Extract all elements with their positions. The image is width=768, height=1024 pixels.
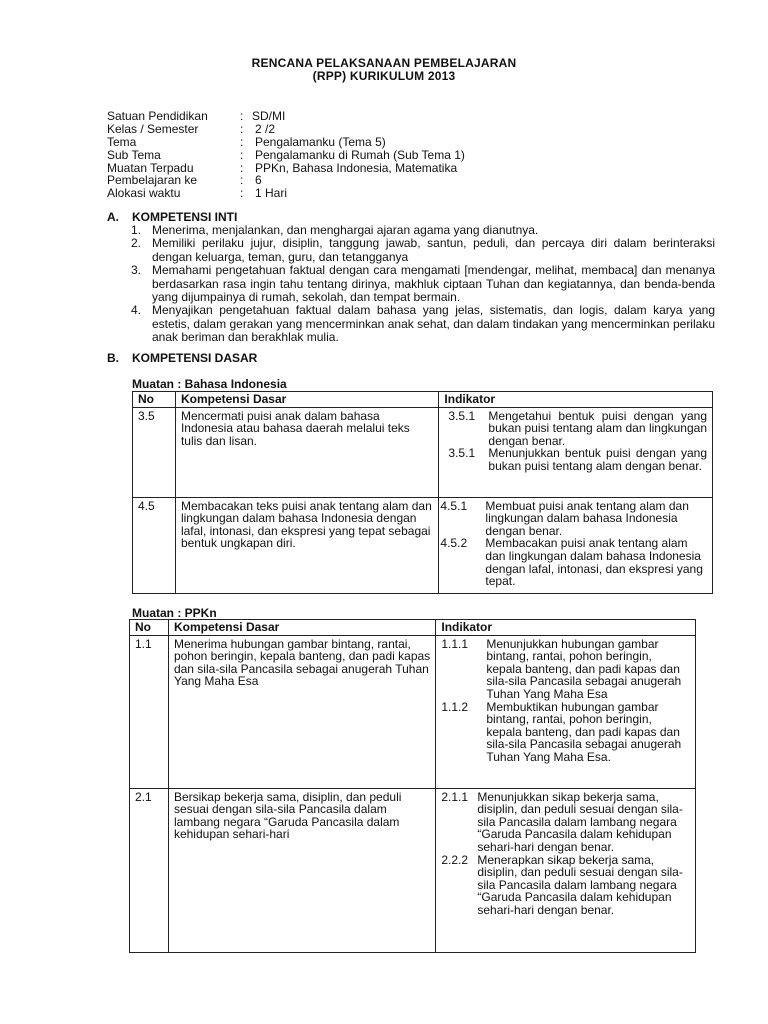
identity-row xyxy=(107,136,465,149)
identity-value: PPKn, Bahasa Indonesia, Matematika xyxy=(255,160,458,175)
table-row xyxy=(130,788,696,952)
section-b-letter: B. xyxy=(107,351,119,365)
identity-colon: : xyxy=(240,186,244,201)
table-row xyxy=(130,635,696,788)
cell-kd: Menerima hubungan gambar bintang, rantai, pohon beringin, kepala banteng, dan padi kapas dan sila-sila Pancasila sebagai anugerah Tuhan Yang Maha Esa xyxy=(168,635,435,788)
identity-label: Sub Tema xyxy=(107,147,161,162)
muatan-ppkn-title: Muatan : PPKn xyxy=(132,606,217,620)
indikator-item xyxy=(441,638,690,701)
indikator-item xyxy=(441,854,690,917)
indikator-item xyxy=(440,500,707,538)
identity-colon: : xyxy=(240,173,244,188)
identity-label: Pembelajaran ke xyxy=(107,173,198,188)
identity-value: Pengalamanku di Rumah (Sub Tema 1) xyxy=(255,147,465,162)
indikator-text: Mengetahui bentuk puisi dengan yang bukan puisi tentang alam dan lingkungan dengan benar. xyxy=(488,408,707,448)
indikator-number: 2.2.2 xyxy=(441,852,469,867)
bahasa-table xyxy=(132,391,713,594)
identity-value: 2 /2 xyxy=(255,121,276,136)
indikator-text: Membuktikan hubungan gambar bintang, rantai, pohon beringin, kepala banteng, dan padi kapas dan sila-sila Pancasila sebagai anugerah Tuhan Yang Maha Esa. xyxy=(486,699,682,764)
identity-colon: : xyxy=(240,134,244,149)
identity-value: 6 xyxy=(255,173,262,188)
identity-colon: : xyxy=(240,160,244,175)
indikator-text: Menunjukkan bentuk puisi dengan yang bukan puisi tentang alam dengan benar. xyxy=(488,446,707,473)
cell-kd: Mencermati puisi anak dalam bahasa Indonesia atau bahasa daerah melalui teks tulis dan lisan. xyxy=(175,407,438,497)
indikator-number: 4.5.2 xyxy=(440,536,468,551)
indikator-number: 3.5.1 xyxy=(448,408,476,423)
table-row xyxy=(133,407,713,497)
list-item xyxy=(131,224,715,237)
indikator-item xyxy=(448,447,707,472)
table-row xyxy=(133,497,713,593)
section-b-title: KOMPETENSI DASAR xyxy=(132,351,258,365)
ppkn-table xyxy=(129,619,696,953)
list-item-number: 3. xyxy=(131,263,142,278)
identity-label: Tema xyxy=(107,134,137,149)
list-item-number: 1. xyxy=(131,223,142,237)
header-no: No xyxy=(133,392,176,408)
indikator-text: Membacakan puisi anak tentang alam dan lingkungan dalam bahasa Indonesia dengan lafal, intonasi, dan ekspresi yang tepat. xyxy=(485,536,703,589)
identity-row xyxy=(107,149,465,162)
section-a-letter: A. xyxy=(107,210,119,224)
cell-kd: Bersikap bekerja sama, disiplin, dan peduli sesuai dengan sila-sila Pancasila dalam lambang negara “Garuda Pancasila dalam kehidupan sehari-hari xyxy=(168,788,435,952)
indikator-item xyxy=(440,537,707,587)
list-item xyxy=(131,237,715,264)
list-item-text: Memahami pengetahuan faktual dengan cara mengamati [mendengar, melihat, membaca] dan menanya berdasarkan rasa ingin tahu tentang dirinya, makhluk ciptaan Tuhan dan kegiatannya, dan benda-benda yang dijumpainya di rumah, sekolah, dan tempat bermain. xyxy=(152,263,715,305)
indikator-text: Menunjukkan sikap bekerja sama, disiplin, dan peduli sesuai dengan sila-sila Pancasila dalam lambang negara “Garuda Pancasila dalam kehidupan sehari-hari dengan benar. xyxy=(477,789,683,854)
identity-block xyxy=(107,110,465,200)
identity-colon: : xyxy=(240,109,244,123)
identity-label: Muatan Terpadu xyxy=(107,160,194,175)
list-item-text: Memiliki perilaku jujur, disiplin, tanggung jawab, santun, peduli, dan percaya diri dalam berinteraksi dengan keluarga, teman, guru, dan tetangganya xyxy=(152,236,715,264)
identity-label: Alokasi waktu xyxy=(107,186,181,201)
indikator-number: 4.5.1 xyxy=(440,498,468,513)
indikator-item xyxy=(441,701,690,764)
cell-indikator xyxy=(436,635,696,788)
muatan-bahasa-title: Muatan : Bahasa Indonesia xyxy=(132,377,287,391)
identity-colon: : xyxy=(240,147,244,162)
identity-colon: : xyxy=(240,121,244,136)
cell-indikator xyxy=(436,788,696,952)
cell-no: 1.1 xyxy=(130,635,169,788)
header-kd: Kompetensi Dasar xyxy=(175,392,438,408)
list-item-text: Menyajikan pengetahuan faktual dalam bahasa yang jelas, sistematis, dan logis, dalam karya yang estetis, dalam gerakan yang mencerminkan anak sehat, dan dalam tindakan yang mencerminkan perilaku anak beriman dan berakhlak mulia. xyxy=(152,303,715,345)
indikator-number: 1.1.2 xyxy=(441,699,469,714)
identity-value: 1 Hari xyxy=(255,186,288,201)
identity-value: SD/MI xyxy=(252,109,286,123)
table-header-row xyxy=(133,392,713,408)
section-b-heading xyxy=(107,352,257,365)
doc-title-line1: RENCANA PELAKSANAAN PEMBELAJARAN xyxy=(251,56,517,70)
cell-no: 4.5 xyxy=(133,497,176,593)
indikator-text: Menerapkan sikap bekerja sama, disiplin, dan peduli sesuai dengan sila-sila Pancasila dalam lambang negara “Garuda Pancasila dalam kehidupan sehari-hari dengan benar. xyxy=(477,852,683,917)
cell-indikator xyxy=(439,497,713,593)
indikator-text: Menunjukkan hubungan gambar bintang, rantai, pohon beringin, kepala banteng, dan padi kapas dan sila-sila Pancasila sebagai anugerah Tuhan Yang Maha Esa xyxy=(486,636,682,701)
list-item xyxy=(131,304,715,344)
indikator-number: 2.1.1 xyxy=(441,789,469,804)
header-indikator: Indikator xyxy=(439,392,713,408)
cell-no: 3.5 xyxy=(133,407,176,497)
list-item-number: 4. xyxy=(131,303,142,318)
identity-row xyxy=(107,110,465,123)
section-a-title: KOMPETENSI INTI xyxy=(132,210,238,224)
indikator-text: Membuat puisi anak tentang alam dan lingkungan dalam bahasa Indonesia dengan benar. xyxy=(485,498,689,538)
cell-kd: Membacakan teks puisi anak tentang alam dan lingkungan dalam bahasa Indonesia dengan lafal, intonasi, dan ekspresi yang tepat sebagai bentuk ungkapan diri. xyxy=(175,497,438,593)
list-item xyxy=(131,264,715,304)
header-no: No xyxy=(130,620,169,636)
list-item-number: 2. xyxy=(131,236,142,251)
identity-label: Kelas / Semester xyxy=(107,121,199,136)
indikator-item xyxy=(448,410,707,448)
indikator-number: 1.1.1 xyxy=(441,636,469,651)
identity-label: Satuan Pendidikan xyxy=(107,109,208,123)
indikator-number: 3.5.1 xyxy=(448,446,476,461)
header-kd: Kompetensi Dasar xyxy=(168,620,435,636)
kompetensi-inti-list xyxy=(131,224,715,345)
header-indikator: Indikator xyxy=(436,620,696,636)
table-header-row xyxy=(130,620,696,636)
identity-row xyxy=(107,187,465,200)
identity-row xyxy=(107,123,465,136)
doc-title-line2: (RPP) KURIKULUM 2013 xyxy=(312,69,456,83)
list-item-text: Menerima, menjalankan, dan menghargai ajaran agama yang dianutnya. xyxy=(152,223,539,237)
indikator-item xyxy=(441,791,690,854)
identity-value: Pengalamanku (Tema 5) xyxy=(255,134,386,149)
cell-indikator xyxy=(439,407,713,497)
cell-no: 2.1 xyxy=(130,788,169,952)
